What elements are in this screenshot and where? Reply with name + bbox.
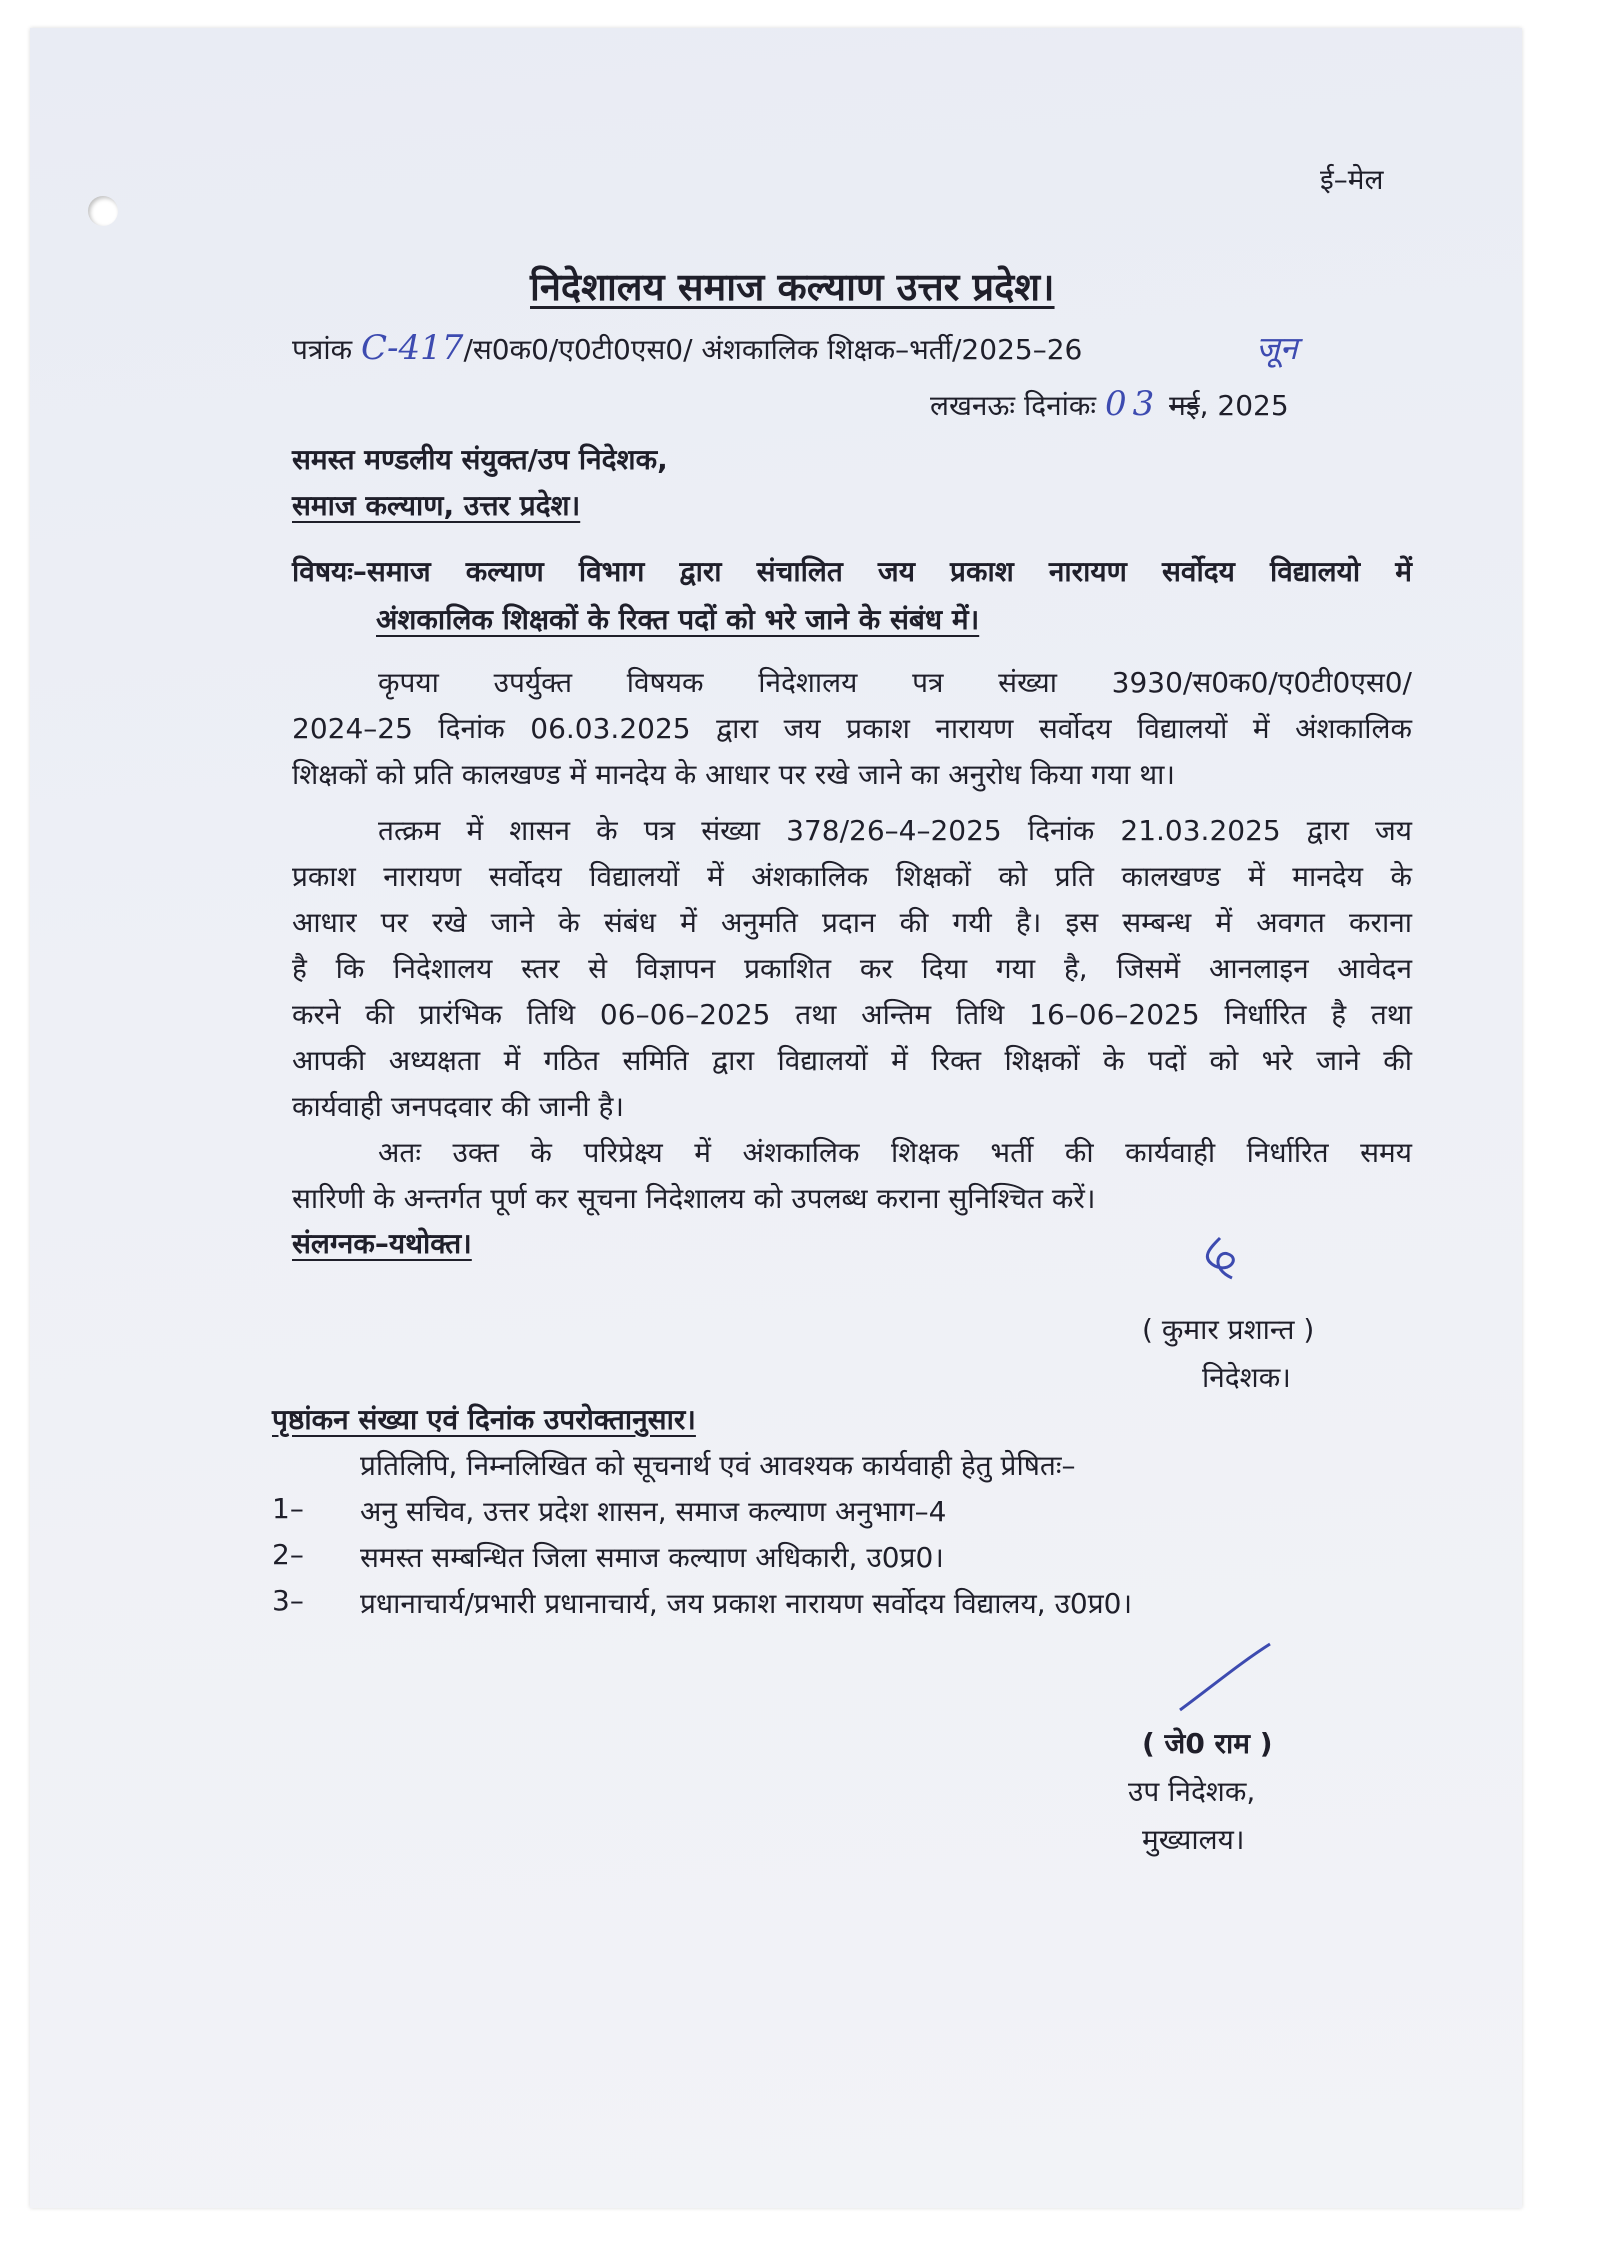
deputy-director-name: ( जे0 राम ) [1142, 1727, 1273, 1760]
date-line [930, 384, 1289, 424]
deputy-director-designation: उप निदेशक, [1128, 1775, 1256, 1808]
para1-line: 2024–25 दिनांक 06.03.2025 द्वारा जय प्रकाश नारायण सर्वोदय विद्यालयों में अंशकालिक [292, 712, 1412, 745]
punch-hole [88, 196, 118, 226]
body-paragraph-3 [292, 1130, 1412, 1222]
copy-item-number: 3– [272, 1584, 304, 1617]
director-name: ( कुमार प्रशान्त ) [1142, 1313, 1315, 1346]
email-label: ई–मेल [1320, 163, 1384, 196]
reference-text: /स0क0/ए0टी0एस0/ अंशकालिक शिक्षक–भर्ती/2025–26 [463, 333, 1083, 366]
enclosure-note: संलग्नक–यथोक्त। [292, 1227, 472, 1260]
para2-line: प्रकाश नारायण सर्वोदय विद्यालयों में अंशकालिक शिक्षकों को प्रति कालखण्ड में मानदेय के [292, 860, 1412, 893]
date-year: , 2025 [1199, 389, 1289, 422]
addressee-line1: समस्त मण्डलीय संयुक्त/उप निदेशक, [292, 443, 668, 476]
subject-line1-text: विषयः–समाज कल्याण विभाग द्वारा संचालित जय प्रकाश नारायण सर्वोदय विद्यालयो में [292, 555, 1412, 588]
reference-prefix: पत्रांक [292, 333, 353, 366]
body-paragraph-2 [292, 808, 1412, 1130]
copy-item-text: समस्त सम्बन्धित जिला समाज कल्याण अधिकारी, उ0प्र0। [360, 1541, 944, 1574]
para3-line: सारिणी के अन्तर्गत पूर्ण कर सूचना निदेशालय को उपलब्ध कराना सुनिश्चित करें। [292, 1182, 1096, 1215]
month-struck: मई [1169, 389, 1200, 422]
copy-item-text: अनु सचिव, उत्तर प्रदेश शासन, समाज कल्याण अनुभाग–4 [360, 1495, 947, 1528]
reference-number-handwritten: C-417 [361, 328, 464, 368]
copy-item-number: 1– [272, 1492, 304, 1525]
office-title: निदेशालय समाज कल्याण उत्तर प्रदेश। [530, 265, 1055, 309]
copy-item-number: 2– [272, 1538, 304, 1571]
para2-line: है कि निदेशालय स्तर से विज्ञापन प्रकाशित कर दिया गया है, जिसमें आनलाइन आवेदन [292, 952, 1412, 985]
copy-item-text: प्रधानाचार्य/प्रभारी प्रधानाचार्य, जय प्रकाश नारायण सर्वोदय विद्यालय, उ0प्र0। [360, 1587, 1133, 1620]
letter-sheet [30, 28, 1522, 2208]
addressee-line2: समाज कल्याण, उत्तर प्रदेश। [292, 489, 581, 522]
body-paragraph-1 [292, 660, 1412, 798]
para2-line: तत्क्रम में शासन के पत्र संख्या 378/26–4–2025 दिनांक 21.03.2025 द्वारा जय [378, 814, 1412, 847]
director-designation: निदेशक। [1202, 1361, 1291, 1394]
para3-line: अतः उक्त के परिप्रेक्ष्य में अंशकालिक शिक्षक भर्ती की कार्यवाही निर्धारित समय [378, 1136, 1412, 1169]
reference-line [292, 328, 1082, 368]
subject-line2: अंशकालिक शिक्षकों के रिक्त पदों को भरे जाने के संबंध में। [376, 603, 980, 636]
month-handwritten: जून [1256, 329, 1298, 367]
subject-line1 [292, 552, 1412, 590]
date-prefix: लखनऊः दिनांकः [930, 389, 1097, 422]
para2-line: करने की प्रारंभिक तिथि 06–06–2025 तथा अन्तिम तिथि 16–06–2025 निर्धारित है तथा [292, 998, 1412, 1031]
endorsement-intro: प्रतिलिपि, निम्नलिखित को सूचनार्थ एवं आवश्यक कार्यवाही हेतु प्रेषितः– [360, 1449, 1076, 1482]
endorsement-title: पृष्ठांकन संख्या एवं दिनांक उपरोक्तानुसार। [272, 1403, 696, 1436]
date-day-handwritten: 03 [1104, 384, 1161, 424]
para2-line: कार्यवाही जनपदवार की जानी है। [292, 1090, 624, 1123]
para2-line: आधार पर रखे जाने के संबंध में अनुमति प्रदान की गयी है। इस सम्बन्ध में अवगत कराना [292, 906, 1412, 939]
deputy-director-office: मुख्यालय। [1142, 1823, 1245, 1856]
signature-mark-director [1180, 1228, 1270, 1308]
para1-line: शिक्षकों को प्रति कालखण्ड में मानदेय के आधार पर रखे जाने का अनुरोध किया गया था। [292, 758, 1176, 791]
para1-line: कृपया उपर्युक्त विषयक निदेशालय पत्र संख्या 3930/स0क0/ए0टी0एस0/ [378, 666, 1412, 699]
signature-mark-deputy-director [1170, 1638, 1280, 1718]
para2-line: आपकी अध्यक्षता में गठित समिति द्वारा विद्यालयों में रिक्त शिक्षकों के पदों को भरे जाने की [292, 1044, 1412, 1077]
